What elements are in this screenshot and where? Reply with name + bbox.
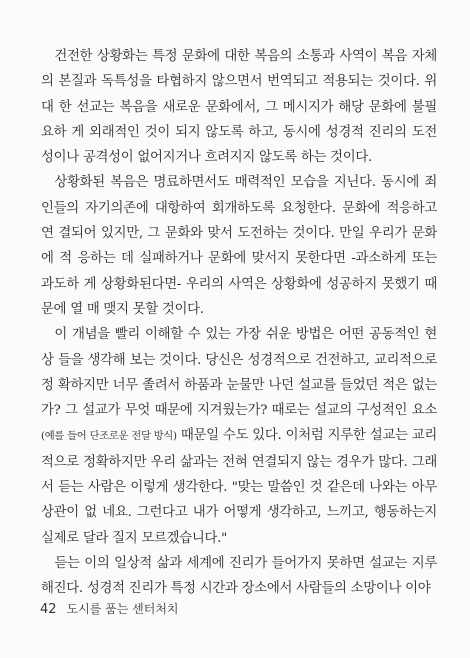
text-line: 한 선교는 복음을 새로운 문화에서, 그 메시지가 해당 문화에 불필요하 (41, 99, 437, 140)
text-line: 상황화된 복음은 명료하면서도 매력적인 모습을 지닌다. 동시에 죄 (54, 175, 437, 191)
text-line: 네요. 그런다고 내가 어떻게 생각하고, 느끼고, 행동하는지 실제로 달라 (41, 505, 437, 546)
text-line: 사람은 이렇게 생각한다. "맞는 말씀인 것 같은데 나와는 아무 상관이 없 (41, 480, 437, 521)
text-line: 정확하지만 우리 삶과는 전혀 연결되지 않는 경우가 많다. 그래서 듣는 (41, 454, 437, 496)
paragraph-1 (41, 44, 437, 170)
running-title: 도시를 품는 센터처치 (66, 602, 179, 616)
parenthetical-note: (예를 들어 단조로운 전달 방식) (41, 430, 177, 443)
page-number: 42 (40, 602, 57, 617)
text-line: 매 맺지 못할 것이다. (86, 301, 204, 317)
text-line: 공격성이 없어지거나 흐려지지 않도록 하는 것이다. (82, 150, 372, 166)
text-line: 그 설교가 무엇 때문에 지겨웠는가? 때로는 설교의 구성적인 요소 (65, 403, 437, 419)
text-line: 게 상황화된다면- 우리의 사역은 상황화에 성공하지 못했기 때문에 열 (41, 276, 437, 317)
text-line: 인들의 자기의존에 대항하여 회개하도록 요청한다. 문화에 적응하고 연 (41, 200, 437, 242)
text-line: 들을 생각해 보는 것이다. 당신은 성경적으로 건전하고, 교리적으로 정 (41, 352, 437, 393)
body-text (41, 44, 437, 602)
text-line: 의 본질과 독특성을 타협하지 않으면서 번역되고 적용되는 것이다. 위대 (41, 74, 437, 115)
paragraph-2 (41, 170, 437, 322)
text-line: 때문일 수도 있다. 이처럼 지루한 설교는 교리적으로 (41, 428, 437, 470)
text-line: 건전한 상황화는 특정 문화에 대한 복음의 소통과 사역이 복음 자체 (54, 49, 437, 64)
text-line: 응하는 데 실패하거나 문화에 맞서지 못한다면 -과소하게 또는 과도하 (41, 251, 437, 292)
text-line: 이 개념을 빨리 이해할 수 있는 가장 쉬운 방법은 어떤 공동적인 현상 (41, 327, 437, 368)
page-footer (40, 600, 179, 617)
paragraph-3 (41, 322, 437, 551)
text-line: 해진다. 성경적 진리가 특정 시간과 장소에서 사람들의 소망이나 이야 (41, 581, 431, 597)
paragraph-4 (41, 551, 437, 602)
text-line: 질지 모르겠습니다." (112, 530, 227, 546)
text-line: 듣는 이의 일상적 삶과 세계에 진리가 들어가지 못하면 설교는 지루 (54, 555, 437, 571)
text-line: 게 외래적인 것이 되지 않도록 하고, 동시에 성경적 진리의 도전성이나 (41, 124, 437, 166)
text-line: 결되어 있지만, 그 문화와 맞서 도전하는 것이다. 만일 우리가 문화에 적 (41, 226, 437, 267)
text-line: 확하지만 너무 졸려서 하품과 눈물만 나던 설교를 들었던 적은 없는가? (41, 377, 437, 419)
